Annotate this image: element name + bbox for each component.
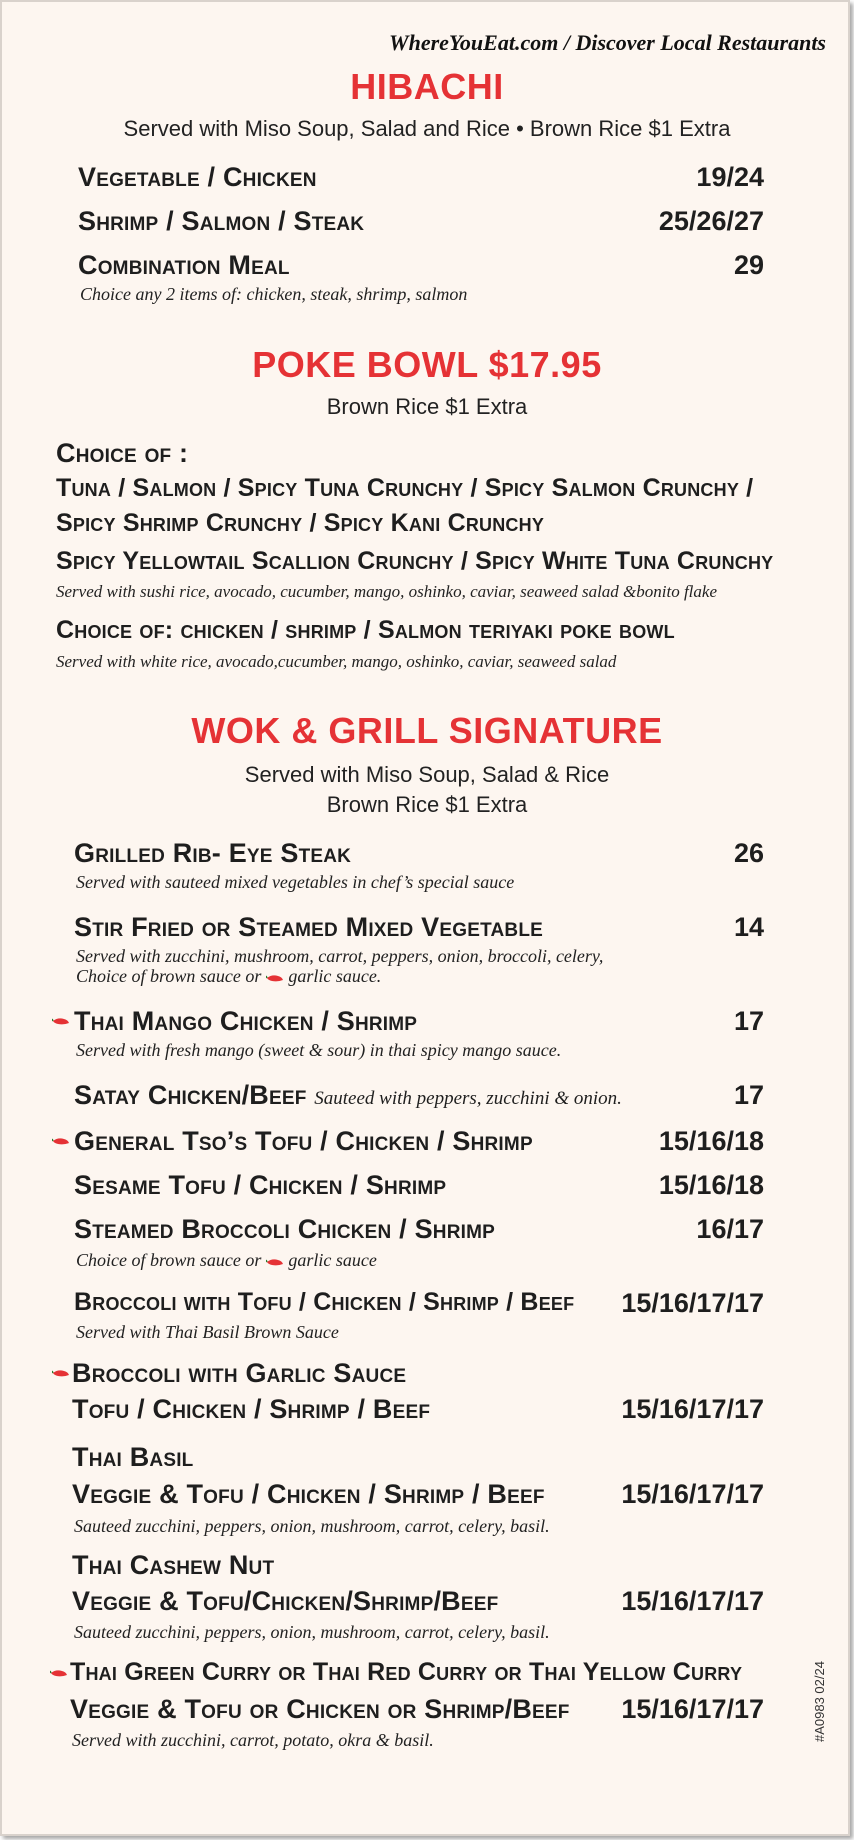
chili-icon [52, 1016, 70, 1026]
poke-title: POKE BOWL $17.95 [252, 344, 602, 385]
poke-choice-label: Choice of : [56, 438, 189, 468]
item-description: Choice any 2 items of: chicken, steak, shrimp, salmon [80, 284, 468, 304]
chili-icon [266, 973, 284, 983]
item-variants: Veggie & Tofu/Chicken/Shrimp/Beef [72, 1586, 499, 1616]
menu-item [78, 250, 290, 281]
chili-icon [50, 1668, 68, 1678]
poke-subtitle: Brown Rice $1 Extra [326, 394, 528, 419]
item-name: Stir Fried or Steamed Mixed Vegetable [74, 912, 544, 942]
item-price: 19/24 [696, 162, 764, 192]
menu-item [78, 206, 364, 237]
item-name: Vegetable / Chicken [78, 162, 317, 192]
item-price: 15/16/17/17 [621, 1394, 764, 1424]
item-name: Grilled Rib- Eye Steak [74, 838, 352, 868]
chili-icon [52, 1136, 70, 1146]
item-description: Sauteed zucchini, peppers, onion, mushroom, carrot, celery, basil. [74, 1622, 550, 1642]
menu-item [78, 162, 317, 193]
item-name: Thai Green Curry or Thai Red Curry or Thai Yellow Curry [70, 1658, 743, 1686]
item-name: Sesame Tofu / Chicken / Shrimp [74, 1170, 447, 1200]
item-variants: Veggie & Tofu or Chicken or Shrimp/Beef [70, 1694, 570, 1724]
item-price: 16/17 [696, 1214, 764, 1244]
wok-title: WOK & GRILL SIGNATURE [191, 710, 663, 751]
item-name: Thai Basil [72, 1442, 194, 1472]
desc-text: Choice of brown sauce or [76, 966, 262, 986]
item-price: 15/16/17/17 [621, 1479, 764, 1509]
item-description [76, 966, 381, 987]
item-price: 17 [733, 1006, 764, 1036]
hibachi-subtitle: Served with Miso Soup, Salad and Rice • Brown Rice $1 Extra [123, 116, 731, 141]
item-description: Served with Thai Basil Brown Sauce [76, 1322, 339, 1342]
item-name: Shrimp / Salmon / Steak [78, 206, 365, 236]
wok-subtitle: Brown Rice $1 Extra [326, 792, 528, 817]
item-variants: Veggie & Tofu / Chicken / Shrimp / Beef [72, 1479, 545, 1509]
poke-options-line: Tuna / Salmon / Spicy Tuna Crunchy / Spicy Salmon Crunchy / [56, 474, 754, 502]
item-price: 26 [733, 838, 764, 868]
poke-description: Served with sushi rice, avocado, cucumber, mango, oshinko, caviar, seaweed salad &bonito flake [56, 582, 717, 601]
item-price: 29 [733, 250, 764, 280]
poke-options-line: Spicy Yellowtail Scallion Crunchy / Spicy White Tuna Crunchy [56, 547, 774, 575]
item-name: Broccoli with Garlic Sauce [72, 1358, 407, 1388]
item-name: Combination Meal [78, 250, 290, 280]
item-price: 15/16/17/17 [621, 1694, 764, 1724]
item-name: Thai Cashew Nut [72, 1550, 275, 1580]
item-price: 25/26/27 [658, 206, 764, 236]
item-name: Steamed Broccoli Chicken / Shrimp [74, 1214, 496, 1244]
print-code: #A0983 02/24 [812, 1661, 827, 1742]
desc-text: garlic sauce. [288, 966, 382, 986]
poke-options-line: Spicy Shrimp Crunchy / Spicy Kani Crunchy [56, 509, 545, 537]
item-price: 14 [733, 912, 764, 942]
chili-icon [266, 1257, 284, 1267]
item-name: Satay Chicken/Beef [74, 1080, 307, 1110]
item-description: Sauteed with peppers, zucchini & onion. [314, 1088, 622, 1109]
item-price: 17 [733, 1080, 764, 1110]
hibachi-title: HIBACHI [350, 66, 504, 107]
item-price: 15/16/17/17 [621, 1288, 764, 1318]
item-variants: Tofu / Chicken / Shrimp / Beef [72, 1394, 431, 1424]
wok-subtitle: Served with Miso Soup, Salad & Rice [244, 762, 610, 787]
item-name: General Tso’s Tofu / Chicken / Shrimp [74, 1126, 533, 1156]
item-name: Thai Mango Chicken / Shrimp [74, 1006, 418, 1036]
item-description: Served with zucchini, mushroom, carrot, peppers, onion, broccoli, celery, [76, 946, 604, 966]
menu-item [74, 1080, 622, 1111]
poke-description: Served with white rice, avocado,cucumber, mango, oshinko, caviar, seaweed salad [56, 652, 617, 671]
item-price: 15/16/17/17 [621, 1586, 764, 1616]
poke-protein-line: Choice of: chicken / shrimp / Salmon teriyaki poke bowl [56, 616, 675, 644]
item-description: Served with fresh mango (sweet & sour) in thai spicy mango sauce. [76, 1040, 562, 1060]
chili-icon [52, 1368, 70, 1378]
item-price: 15/16/18 [658, 1170, 764, 1200]
watermark: WhereYouEat.com / Discover Local Restaurants [389, 30, 826, 55]
item-name: Broccoli with Tofu / Chicken / Shrimp / Beef [74, 1288, 575, 1316]
desc-text: Choice of brown sauce or [76, 1250, 262, 1270]
item-description: Served with zucchini, carrot, potato, okra & basil. [72, 1730, 434, 1750]
item-description: Served with sauteed mixed vegetables in chef’s special sauce [76, 872, 515, 892]
desc-text: garlic sauce [288, 1250, 377, 1270]
item-description [76, 1250, 377, 1271]
item-description: Sauteed zucchini, peppers, onion, mushroom, carrot, celery, basil. [74, 1516, 550, 1536]
item-price: 15/16/18 [658, 1126, 764, 1156]
